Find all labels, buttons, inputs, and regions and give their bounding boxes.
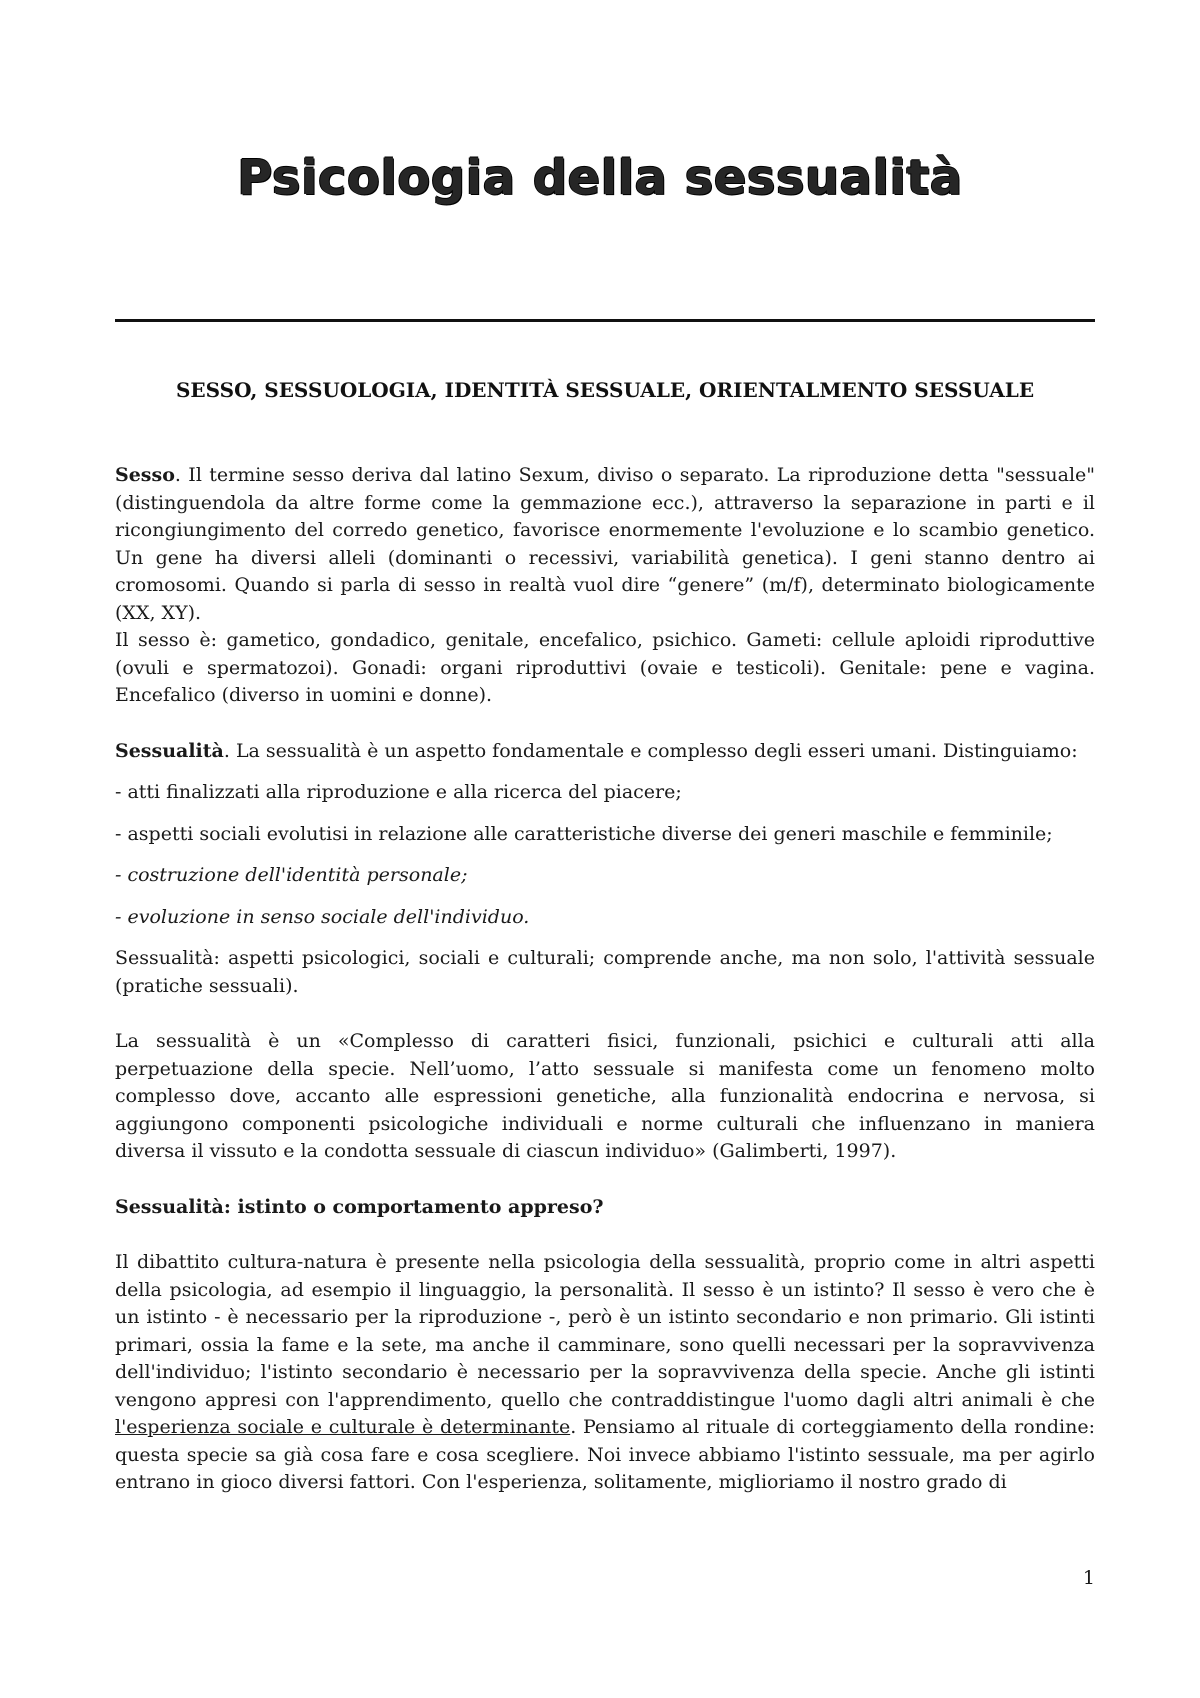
list-item: - costruzione dell'identità personale; (115, 864, 468, 886)
list-item: - aspetti sociali evolutisi in relazione alle caratteristiche diverse dei generi maschile e femminile; (115, 822, 1053, 845)
sessualita-intro: . La sessualità è un aspetto fondamentale e complesso degli esseri umani. Distinguiamo: (223, 739, 1078, 762)
istinto-text: Il dibattito cultura-natura è presente nella psicologia della sessualità, proprio come in altri aspetti della psicologia, ad esempio il linguaggio, la personalità. Il sesso è un istinto? Il sesso è vero che è un istinto - è necessario per la riproduzione -, però è un istinto secondario e non primario. Gli istinti primari, ossia la fame e la sete, ma anche il camminare, sono quelli necessari per la sopravvivenza dell'individuo; l'istinto secondario è necessario per la sopravvivenza della specie. Anche gli istinti vengono appresi con l'apprendimento, quello che contraddistingue l'uomo dagli altri animali è che (115, 1251, 1095, 1411)
paragraph-summary: Sessualità: aspetti psicologici, sociali e culturali; comprende anche, ma non solo, l'attività sessuale (pratiche sessuali). (115, 947, 1095, 997)
underlined-phrase: l'esperienza sociale e culturale è determinante (115, 1416, 571, 1438)
title-divider (115, 319, 1095, 322)
section-heading: SESSO, SESSUOLOGIA, IDENTITÀ SESSUALE, ORIENTALMENTO SESSUALE (175, 378, 1035, 402)
paragraph-sessualita (115, 738, 1095, 766)
document-title: Psicologia della sessualità (237, 150, 963, 206)
term-sesso: Sesso (115, 464, 175, 486)
list-item: - evoluzione in senso sociale dell'individuo. (115, 905, 530, 928)
term-sessualita: Sessualità (115, 739, 224, 762)
page-number: 1 (1082, 1567, 1095, 1589)
sesso-text: . Il termine sesso deriva dal latino Sexum, diviso o separato. La riproduzione detta "sessuale" (distinguendola da altre forme come la gemmazione ecc.), attraverso la separazione in parti e il ricongiungimento del corredo genetico, favorisce enormemente l'evoluzione e lo scambio genetico. Un gene ha diversi alleli (dominanti o recessivi, variabilità genetica). I geni stanno dentro ai cromosomi. Quando si parla di sesso in realtà vuol dire “genere” (m/f), determinato biologicamente (XX, XY). (115, 464, 1095, 624)
paragraph-istinto (115, 1249, 1095, 1497)
subheading-istinto: Sessualità: istinto o comportamento appreso? (115, 1195, 604, 1218)
paragraph-sesso-types: Il sesso è: gametico, gondadico, genitale, encefalico, psichico. Gameti: cellule aploidi riproduttive (ovuli e spermatozoi). Gonadi: organi riproduttivi (ovaie e testicoli). Genitale: pene e vagina. Encefalico (diverso in uomini e donne). (115, 629, 1095, 706)
document-body (115, 462, 1095, 1497)
list-item: - atti finalizzati alla riproduzione e alla ricerca del piacere; (115, 781, 682, 803)
istinto-text-continued: . Pensiamo al rituale di corteggiamento della rondine: questa specie sa già cosa fare e cosa scegliere. Noi invece abbiamo l'istinto sessuale, ma per agirlo entrano in gioco diversi fattori. Con l'esperienza, solitamente, miglioriamo il nostro grado di (115, 1416, 1095, 1493)
paragraph-galimberti-quote: La sessualità è un «Complesso di caratteri fisici, funzionali, psichici e culturali atti alla perpetuazione della specie. Nell’uomo, l’atto sessuale si manifesta come un fenomeno molto complesso dove, accanto alle espressioni genetiche, alla funzionalità endocrina e nervosa, si aggiungono componenti psicologiche individuali e norme culturali che influenzano in maniera diversa il vissuto e la condotta sessuale di ciascun individuo» (Galimberti, 1997). (115, 1030, 1095, 1162)
paragraph-sesso (115, 462, 1095, 627)
